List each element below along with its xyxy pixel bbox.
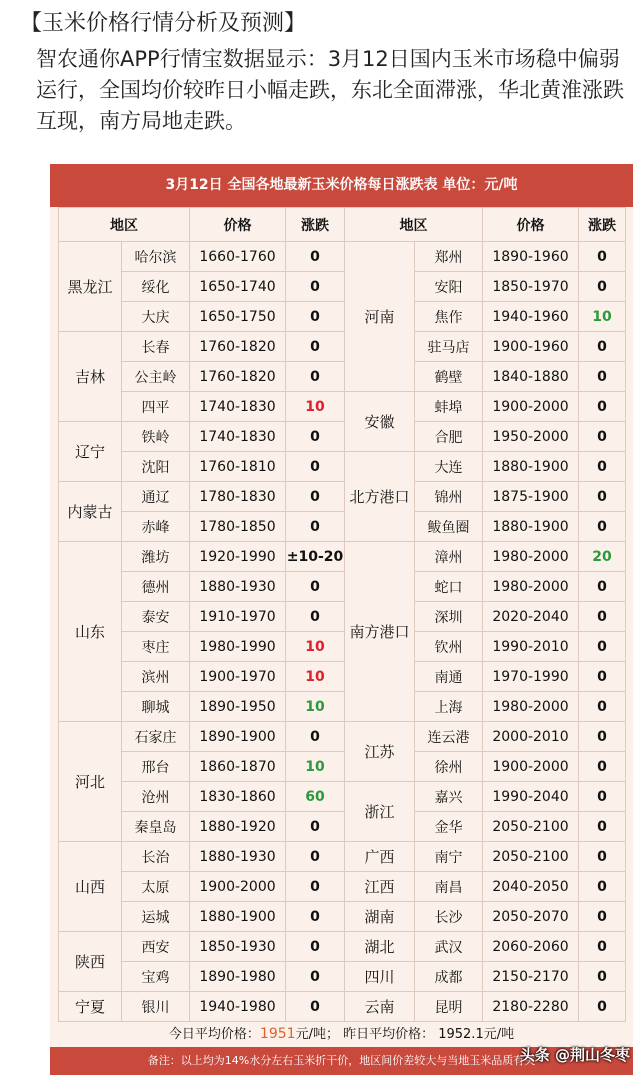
city-cell: 成都 (415, 962, 483, 992)
table-row (59, 512, 626, 542)
price-cell: 1850-1970 (483, 272, 579, 302)
city-cell: 连云港 (415, 722, 483, 752)
table-row (59, 902, 626, 932)
change-cell: 0 (579, 722, 626, 752)
city-cell: 驻马店 (415, 332, 483, 362)
city-cell: 绥化 (122, 272, 190, 302)
table-row (59, 242, 626, 272)
city-cell: 潍坊 (122, 542, 190, 572)
price-cell: 2020-2040 (483, 602, 579, 632)
city-cell: 大庆 (122, 302, 190, 332)
table-row (59, 782, 626, 812)
city-cell: 安阳 (415, 272, 483, 302)
price-cell: 1950-2000 (483, 422, 579, 452)
city-cell: 邢台 (122, 752, 190, 782)
city-cell: 铁岭 (122, 422, 190, 452)
city-cell: 郑州 (415, 242, 483, 272)
price-cell: 1980-2000 (483, 572, 579, 602)
change-cell: 0 (579, 272, 626, 302)
price-cell: 2050-2070 (483, 902, 579, 932)
price-cell: 1900-2000 (190, 872, 286, 902)
city-cell: 徐州 (415, 752, 483, 782)
city-cell: 锦州 (415, 482, 483, 512)
table-row (59, 602, 626, 632)
price-cell: 1650-1750 (190, 302, 286, 332)
change-cell: 0 (579, 602, 626, 632)
table-row (59, 962, 626, 992)
city-cell: 泰安 (122, 602, 190, 632)
price-cell: 1860-1870 (190, 752, 286, 782)
city-cell: 武汉 (415, 932, 483, 962)
price-cell: 1940-1980 (190, 992, 286, 1022)
price-cell: 1880-1900 (190, 902, 286, 932)
price-cell: 1780-1850 (190, 512, 286, 542)
price-cell: 1740-1830 (190, 392, 286, 422)
change-cell: 0 (286, 512, 345, 542)
region-cell: 浙江 (345, 782, 415, 842)
change-cell: 0 (579, 692, 626, 722)
change-cell: 10 (286, 692, 345, 722)
change-cell: 0 (579, 782, 626, 812)
table-row (59, 452, 626, 482)
region-cell: 湖南 (345, 902, 415, 932)
city-cell: 运城 (122, 902, 190, 932)
city-cell: 嘉兴 (415, 782, 483, 812)
price-cell: 1740-1830 (190, 422, 286, 452)
region-cell: 山东 (59, 542, 122, 722)
header-price-left: 价格 (190, 208, 286, 242)
change-cell: 60 (286, 782, 345, 812)
city-cell: 聊城 (122, 692, 190, 722)
price-cell: 1880-1900 (483, 512, 579, 542)
today-average-value: 1951 (259, 1026, 296, 1042)
city-cell: 四平 (122, 392, 190, 422)
region-cell: 南方港口 (345, 542, 415, 722)
change-cell: 0 (579, 392, 626, 422)
change-cell: 0 (579, 662, 626, 692)
change-cell: 0 (579, 362, 626, 392)
table-row (59, 752, 626, 782)
city-cell: 长治 (122, 842, 190, 872)
change-cell: 0 (579, 572, 626, 602)
change-cell: 10 (286, 662, 345, 692)
article-heading: 【玉米价格行情分析及预测】 (20, 11, 307, 36)
table-row (59, 932, 626, 962)
change-cell: 0 (579, 962, 626, 992)
change-cell: 0 (579, 902, 626, 932)
price-cell: 1980-2000 (483, 692, 579, 722)
change-cell: 0 (579, 512, 626, 542)
price-cell: 1880-1920 (190, 812, 286, 842)
city-cell: 宝鸡 (122, 962, 190, 992)
change-cell: 0 (579, 932, 626, 962)
corn-price-table (58, 207, 626, 1022)
price-cell: 1890-1950 (190, 692, 286, 722)
region-cell: 山西 (59, 842, 122, 932)
header-region-right: 地区 (345, 208, 483, 242)
price-cell: 1940-1960 (483, 302, 579, 332)
region-cell: 宁夏 (59, 992, 122, 1022)
city-cell: 太原 (122, 872, 190, 902)
price-cell: 2050-2100 (483, 842, 579, 872)
price-cell: 1760-1810 (190, 452, 286, 482)
city-cell: 通辽 (122, 482, 190, 512)
table-row (59, 362, 626, 392)
change-cell: 0 (286, 422, 345, 452)
price-cell: 1990-2010 (483, 632, 579, 662)
watermark: 头条 @荆山冬枣 (519, 1046, 630, 1064)
city-cell: 南昌 (415, 872, 483, 902)
price-cell: 2040-2050 (483, 872, 579, 902)
price-cell: 1760-1820 (190, 362, 286, 392)
price-cell: 1900-2000 (483, 752, 579, 782)
city-cell: 德州 (122, 572, 190, 602)
change-cell: 0 (286, 242, 345, 272)
table-row (59, 302, 626, 332)
city-cell: 漳州 (415, 542, 483, 572)
table-note: 备注：以上均为14%水分左右玉米折干价，地区间价差较大与当地玉米品质有关 (50, 1047, 633, 1075)
change-cell: 10 (286, 752, 345, 782)
region-cell: 广西 (345, 842, 415, 872)
city-cell: 鹤壁 (415, 362, 483, 392)
city-cell: 长春 (122, 332, 190, 362)
region-cell: 黑龙江 (59, 242, 122, 332)
change-cell: 0 (579, 422, 626, 452)
region-cell: 江西 (345, 872, 415, 902)
city-cell: 蛇口 (415, 572, 483, 602)
price-cell: 1890-1900 (190, 722, 286, 752)
region-cell: 四川 (345, 962, 415, 992)
table-row (59, 662, 626, 692)
table-row (59, 482, 626, 512)
table-row (59, 272, 626, 302)
table-header-row (59, 208, 626, 242)
price-cell: 1900-2000 (483, 392, 579, 422)
change-cell: 10 (579, 302, 626, 332)
change-cell: 0 (286, 362, 345, 392)
average-price-line (50, 1023, 633, 1042)
price-cell: 1970-1990 (483, 662, 579, 692)
table-title: 3月12日 全国各地最新玉米价格每日涨跌表 单位：元/吨 (50, 164, 633, 207)
change-cell: 0 (286, 932, 345, 962)
price-cell: 1850-1930 (190, 932, 286, 962)
table-row (59, 812, 626, 842)
change-cell: 0 (286, 302, 345, 332)
change-cell: 0 (286, 272, 345, 302)
change-cell: 0 (286, 842, 345, 872)
today-average-unit: 元/吨； (295, 1027, 339, 1042)
price-cell: 2000-2010 (483, 722, 579, 752)
city-cell: 南宁 (415, 842, 483, 872)
table-row (59, 422, 626, 452)
price-cell: 1760-1820 (190, 332, 286, 362)
header-price-right: 价格 (483, 208, 579, 242)
header-change-left: 涨跌 (286, 208, 345, 242)
change-cell: 0 (286, 812, 345, 842)
change-cell: 0 (286, 602, 345, 632)
change-cell: 0 (579, 242, 626, 272)
city-cell: 西安 (122, 932, 190, 962)
table-row (59, 572, 626, 602)
change-cell: 0 (579, 482, 626, 512)
price-cell: 1840-1880 (483, 362, 579, 392)
change-cell: 0 (286, 722, 345, 752)
region-cell: 安徽 (345, 392, 415, 452)
price-cell: 1980-2000 (483, 542, 579, 572)
city-cell: 大连 (415, 452, 483, 482)
yesterday-average: 昨日平均价格： 1952.1元/吨 (343, 1027, 515, 1042)
city-cell: 沧州 (122, 782, 190, 812)
table-row (59, 632, 626, 662)
price-cell: 1890-1960 (483, 242, 579, 272)
city-cell: 石家庄 (122, 722, 190, 752)
price-cell: 1830-1860 (190, 782, 286, 812)
city-cell: 钦州 (415, 632, 483, 662)
price-cell: 1910-1970 (190, 602, 286, 632)
change-cell: ±10-20 (286, 542, 345, 572)
change-cell: 0 (579, 752, 626, 782)
region-cell: 北方港口 (345, 452, 415, 542)
price-cell: 1990-2040 (483, 782, 579, 812)
today-average-label: 今日平均价格： (168, 1027, 260, 1042)
price-cell: 1920-1990 (190, 542, 286, 572)
change-cell: 0 (579, 992, 626, 1022)
city-cell: 金华 (415, 812, 483, 842)
price-cell: 1660-1760 (190, 242, 286, 272)
change-cell: 10 (286, 632, 345, 662)
table-row (59, 992, 626, 1022)
region-cell: 辽宁 (59, 422, 122, 482)
city-cell: 上海 (415, 692, 483, 722)
region-cell: 陕西 (59, 932, 122, 992)
price-cell: 1780-1830 (190, 482, 286, 512)
change-cell: 0 (579, 812, 626, 842)
header-change-right: 涨跌 (579, 208, 626, 242)
change-cell: 20 (579, 542, 626, 572)
city-cell: 鲅鱼圈 (415, 512, 483, 542)
price-cell: 1880-1930 (190, 842, 286, 872)
city-cell: 深圳 (415, 602, 483, 632)
change-cell: 0 (579, 842, 626, 872)
change-cell: 0 (286, 452, 345, 482)
city-cell: 焦作 (415, 302, 483, 332)
change-cell: 0 (286, 872, 345, 902)
table-row (59, 692, 626, 722)
city-cell: 哈尔滨 (122, 242, 190, 272)
city-cell: 南通 (415, 662, 483, 692)
city-cell: 沈阳 (122, 452, 190, 482)
region-cell: 内蒙古 (59, 482, 122, 542)
city-cell: 长沙 (415, 902, 483, 932)
change-cell: 10 (286, 392, 345, 422)
price-cell: 1980-1990 (190, 632, 286, 662)
change-cell: 0 (579, 452, 626, 482)
change-cell: 0 (286, 992, 345, 1022)
price-cell: 2150-2170 (483, 962, 579, 992)
city-cell: 秦皇岛 (122, 812, 190, 842)
price-cell: 1875-1900 (483, 482, 579, 512)
intro-paragraph: 智农通你APP行情宝数据显示：3月12日国内玉米市场稳中偏弱运行，全国均价较昨日小幅走跌，东北全面滞涨，华北黄淮涨跌互现，南方局地走跌。 (36, 47, 624, 133)
price-table-card (50, 164, 633, 1075)
city-cell: 昆明 (415, 992, 483, 1022)
table-row (59, 872, 626, 902)
region-cell: 云南 (345, 992, 415, 1022)
city-cell: 滨州 (122, 662, 190, 692)
table-row (59, 542, 626, 572)
city-cell: 合肥 (415, 422, 483, 452)
table-row (59, 332, 626, 362)
price-cell: 2060-2060 (483, 932, 579, 962)
region-cell: 河南 (345, 242, 415, 392)
price-cell: 1880-1900 (483, 452, 579, 482)
city-cell: 蚌埠 (415, 392, 483, 422)
region-cell: 河北 (59, 722, 122, 842)
region-cell: 湖北 (345, 932, 415, 962)
price-cell: 1880-1930 (190, 572, 286, 602)
price-cell: 1650-1740 (190, 272, 286, 302)
change-cell: 0 (286, 482, 345, 512)
header-region-left: 地区 (59, 208, 190, 242)
city-cell: 赤峰 (122, 512, 190, 542)
table-row (59, 842, 626, 872)
table-row (59, 722, 626, 752)
price-cell: 2180-2280 (483, 992, 579, 1022)
price-cell: 1900-1970 (190, 662, 286, 692)
change-cell: 0 (579, 632, 626, 662)
city-cell: 公主岭 (122, 362, 190, 392)
region-cell: 吉林 (59, 332, 122, 422)
price-cell: 2050-2100 (483, 812, 579, 842)
city-cell: 银川 (122, 992, 190, 1022)
change-cell: 0 (579, 332, 626, 362)
city-cell: 枣庄 (122, 632, 190, 662)
change-cell: 0 (286, 332, 345, 362)
region-cell: 江苏 (345, 722, 415, 782)
change-cell: 0 (286, 962, 345, 992)
price-cell: 1890-1980 (190, 962, 286, 992)
change-cell: 0 (286, 902, 345, 932)
price-cell: 1900-1960 (483, 332, 579, 362)
table-row (59, 392, 626, 422)
change-cell: 0 (286, 572, 345, 602)
change-cell: 0 (579, 872, 626, 902)
